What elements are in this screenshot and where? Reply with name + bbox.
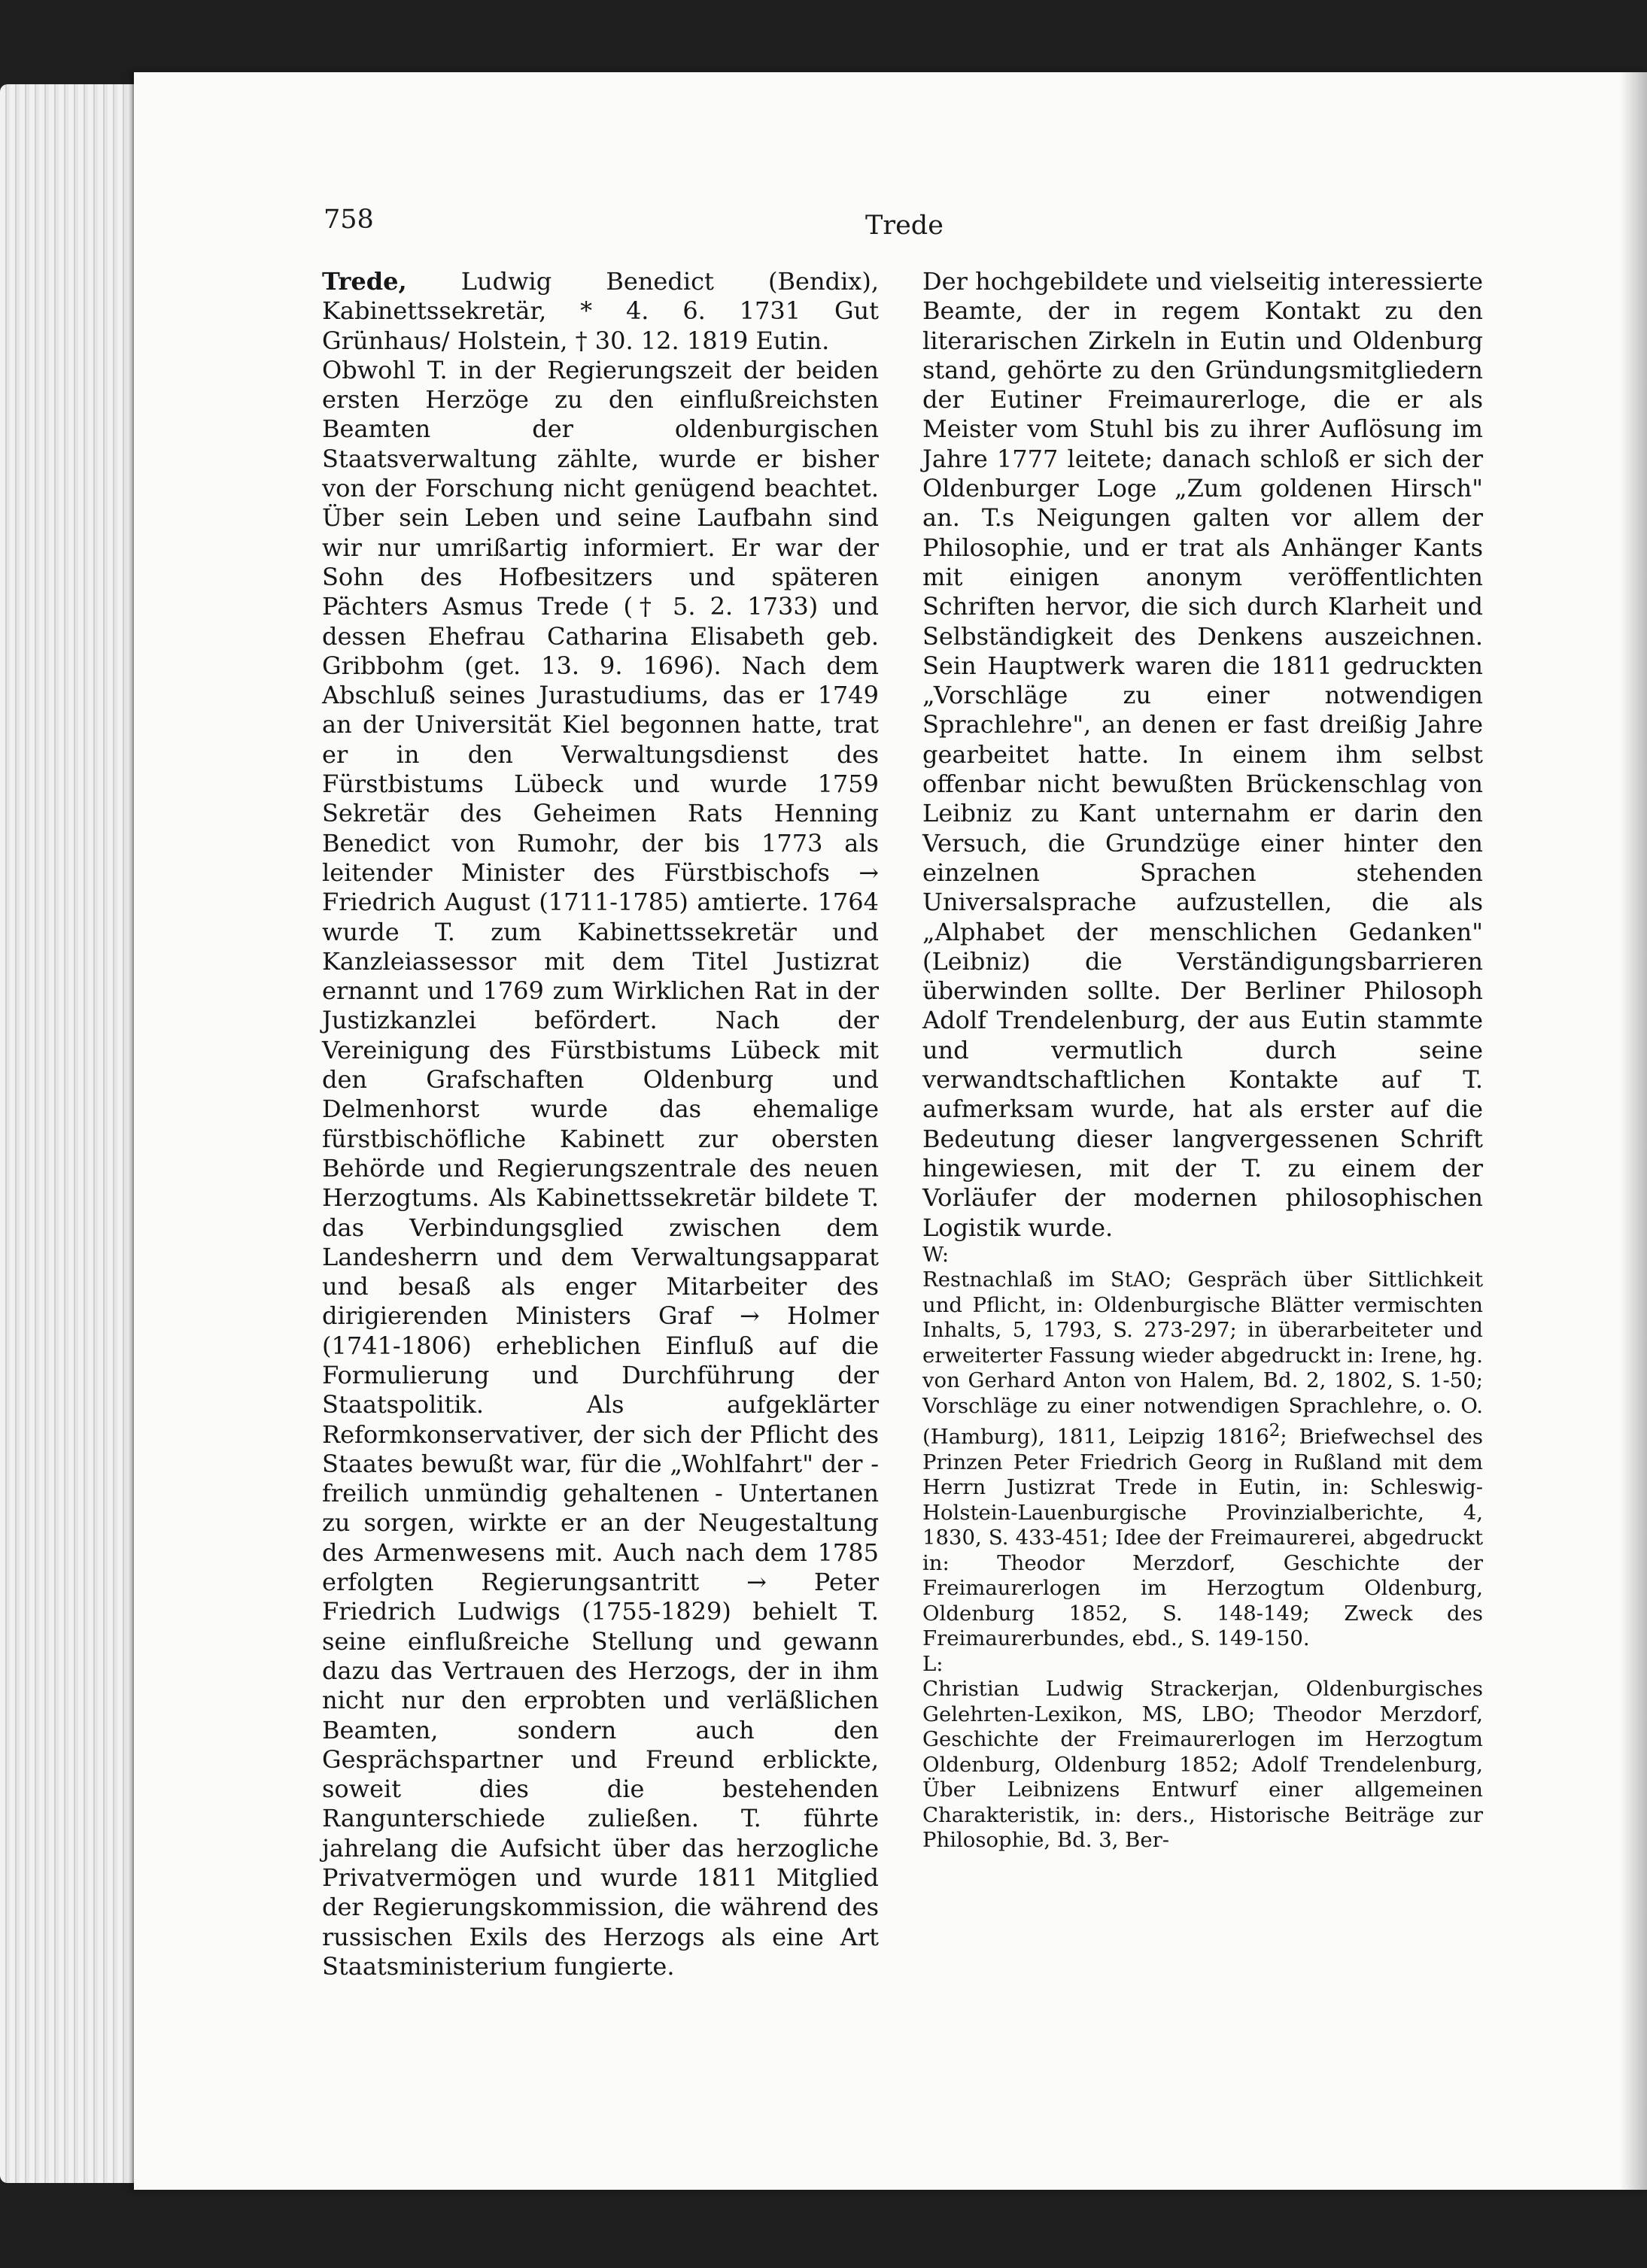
running-head: Trede [865, 211, 944, 241]
works-text-a: Restnachlaß im StAO; Gespräch über Sittlichkeit und Pflicht, in: Oldenburgische Blätter vermischten Inhalts, 5, 1793, S. 273-297; in überarbeiteter und erweiterter Fassung wieder abgedruckt in: Irene, hg. von Gerhard Anton von Halem, Bd. 2, 1802, S. 1-50; Vorschläge zu einer notwendigen Sprachlehre, o. O. (Hamburg), 1811, Leipzig 1816 [922, 1268, 1483, 1450]
entry-body-right: Der hochgebildete und vielseitig interessierte Beamte, der in regem Kontakt zu den literarischen Zirkeln in Eutin und Oldenburg stand, gehörte zu den Gründungsmitgliedern der Eutiner Freimaurerloge, die er als Meister vom Stuhl bis zu ihrer Auflösung im Jahre 1777 leitete; danach schloß er sich der Oldenburger Loge „Zum goldenen Hirsch" an. T.s Neigungen galten vor allem der Philosophie, und er trat als Anhänger Kants mit einigen anonym veröffentlichten Schriften hervor, die sich durch Klarheit und Selbständigkeit des Denkens auszeichnen. Sein Hauptwerk waren die 1811 gedruckten „Vorschläge zu einer notwendigen Sprachlehre", an denen er fast dreißig Jahre gearbeitet hatte. In einem ihm selbst offenbar nicht bewußten Brückenschlag von Leibniz zu Kant unternahm er darin den Versuch, die Grundzüge einer hinter den einzelnen Sprachen stehenden Universalsprache aufzustellen, die als „Alphabet der menschlichen Gedanken" (Leibniz) die Verständigungsbarrieren überwinden sollte. Der Berliner Philosoph Adolf Trendelenburg, der aus Eutin stammte und vermutlich durch seine verwandtschaftlichen Kontakte auf T. aufmerksam wurde, hat als erster auf die Bedeutung dieser langvergessenen Schrift hingewiesen, mit der T. zu einem der Vorläufer der modernen philosophischen Logistik wurde. [922, 267, 1483, 1242]
works-list [922, 1268, 1483, 1652]
literature-label: L: [922, 1651, 944, 1676]
page-shadow [1620, 72, 1647, 2190]
entry-heading-rest: Ludwig Benedict (Bendix), Kabinettssekretär, * 4. 6. 1731 Gut Grünhaus/ Holstein, † 30. 12. 1819 Eutin. [322, 267, 879, 355]
right-column [922, 267, 1483, 1854]
page-header [324, 205, 1497, 250]
literature-list: Christian Ludwig Strackerjan, Oldenburgisches Gelehrten-Lexikon, MS, LBO; Theodor Merzdorf, Geschichte der Freimaurerlogen im Herzogtum Oldenburg, Oldenburg 1852; Adolf Trendelenburg, Über Leibnizens Entwurf einer allgemeinen Charakteristik, in: ders., Historische Beiträge zur Philosophie, Bd. 3, Ber- [922, 1677, 1483, 1853]
book-page-edges [0, 84, 143, 2183]
entry-name: Trede, [322, 267, 407, 296]
left-column [322, 267, 879, 1981]
works-text-b: ; Briefwechsel des Prinzen Peter Friedrich Georg in Rußland mit dem Herrn Justizrat Trede in Eutin, in: Schleswig-Holstein-Lauenburgische Provinzialberichte, 4, 1830, S. 433-451; Idee der Freimaurerei, abgedruckt in: Theodor Merzdorf, Geschichte der Freimaurerlogen im Herzogtum Oldenburg, Oldenburg 1852, S. 148-149; Zweck des Freimaurerbundes, ebd., S. 149-150. [922, 1425, 1484, 1651]
works-superscript: 2 [1269, 1421, 1281, 1441]
entry-heading [322, 267, 879, 356]
page-number: 758 [324, 205, 374, 235]
works-label: W: [922, 1242, 950, 1267]
entry-body-left: Obwohl T. in der Regierungszeit der beiden ersten Herzöge zu den einflußreichsten Beamten der oldenburgischen Staatsverwaltung zählte, wurde er bisher von der Forschung nicht genügend beachtet. Über sein Leben und seine Laufbahn sind wir nur umrißartig informiert. Er war der Sohn des Hofbesitzers und späteren Pächters Asmus Trede († 5. 2. 1733) und dessen Ehefrau Catharina Elisabeth geb. Gribbohm (get. 13. 9. 1696). Nach dem Abschluß seines Jurastudiums, das er 1749 an der Universität Kiel begonnen hatte, trat er in den Verwaltungsdienst des Fürstbistums Lübeck und wurde 1759 Sekretär des Geheimen Rats Henning Benedict von Rumohr, der bis 1773 als leitender Minister des Fürstbischofs → Friedrich August (1711-1785) amtierte. 1764 wurde T. zum Kabinettssekretär und Kanzleiassessor mit dem Titel Justizrat ernannt und 1769 zum Wirklichen Rat in der Justizkanzlei befördert. Nach der Vereinigung des Fürstbistums Lübeck mit den Grafschaften Oldenburg und Delmenhorst wurde das ehemalige fürstbischöfliche Kabinett zur obersten Behörde und Regierungszentrale des neuen Herzogtums. Als Kabinettssekretär bildete T. das Verbindungsglied zwischen dem Landesherrn und dem Verwaltungsapparat und besaß als enger Mitarbeiter des dirigierenden Ministers Graf → Holmer (1741-1806) erheblichen Einfluß auf die Formulierung und Durchführung der Staatspolitik. Als aufgeklärter Reformkonservativer, der sich der Pflicht des Staates bewußt war, für die „Wohlfahrt" der - freilich unmündig gehaltenen - Untertanen zu sorgen, wirkte er an der Neugestaltung des Armenwesens mit. Auch nach dem 1785 erfolgten Regierungsantritt → Peter Friedrich Ludwigs (1755-1829) behielt T. seine einflußreiche Stellung und gewann dazu das Vertrauen des Herzogs, der in ihm nicht nur den erprobten und verläßlichen Beamten, sondern auch den Gesprächspartner und Freund erblickte, soweit dies die bestehenden Rangunterschiede zuließen. T. führte jahrelang die Aufsicht über das herzogliche Privatvermögen und wurde 1811 Mitglied der Regierungskommission, die während des russischen Exils des Herzogs als eine Art Staatsministerium fungierte. [322, 355, 879, 1981]
